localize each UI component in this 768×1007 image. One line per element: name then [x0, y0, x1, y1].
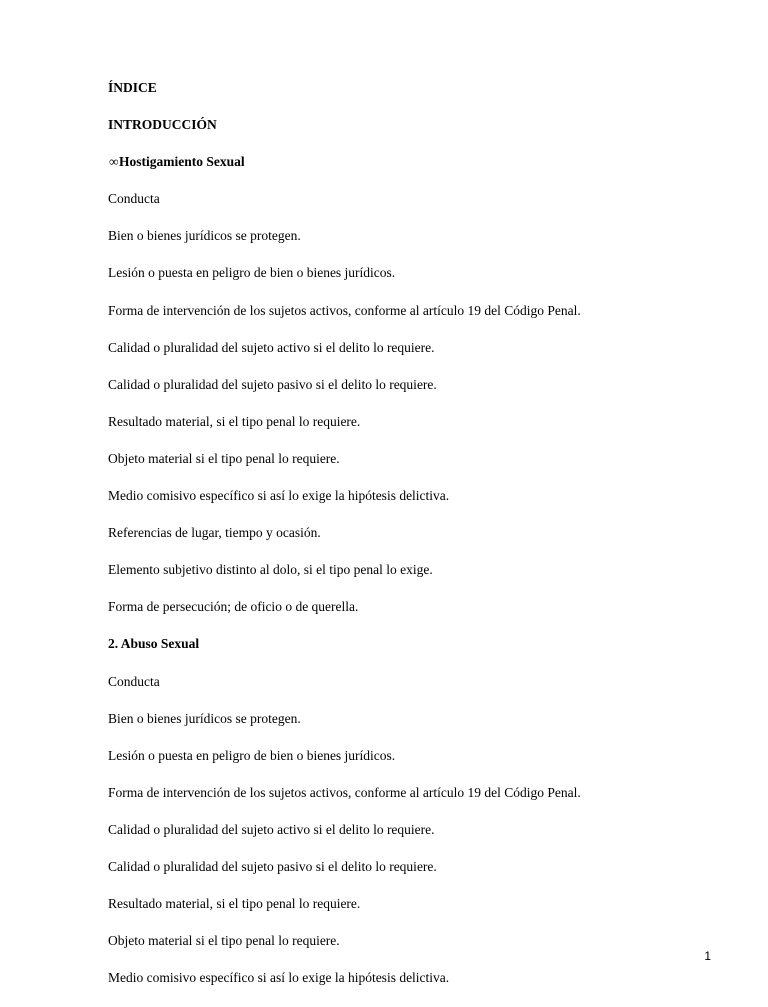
page-number: 1 [704, 949, 711, 963]
infinity-bullet-icon: ∞ [109, 154, 119, 170]
list-item: Calidad o pluralidad del sujeto activo si el delito lo requiere. [108, 821, 435, 837]
list-item: Lesión o puesta en peligro de bien o bienes jurídicos. [108, 265, 396, 281]
list-item: Calidad o pluralidad del sujeto pasivo si el delito lo requiere. [108, 858, 437, 874]
introduction-heading: INTRODUCCIÓN [108, 117, 217, 133]
document-body [108, 80, 708, 1007]
list-item: Calidad o pluralidad del sujeto pasivo si el delito lo requiere. [108, 376, 437, 392]
list-item: Conducta [108, 191, 160, 207]
list-item: Resultado material, si el tipo penal lo requiere. [108, 413, 361, 429]
list-item: Forma de persecución; de oficio o de querella. [108, 599, 359, 615]
list-item: Resultado material, si el tipo penal lo requiere. [108, 896, 361, 912]
index-heading: ÍNDICE [108, 80, 157, 95]
list-item: Referencias de lugar, tiempo y ocasión. [108, 525, 321, 541]
list-item: Objeto material si el tipo penal lo requiere. [108, 450, 340, 466]
list-item: Forma de intervención de los sujetos activos, conforme al artículo 19 del Código Penal. [108, 784, 581, 800]
section-1-title: Hostigamiento Sexual [119, 154, 245, 170]
list-item: Conducta [108, 673, 160, 689]
list-item: Elemento subjetivo distinto al dolo, si el tipo penal lo exige. [108, 562, 433, 578]
list-item: Forma de intervención de los sujetos activos, conforme al artículo 19 del Código Penal. [108, 302, 581, 318]
list-item: Medio comisivo específico si así lo exige la hipótesis delictiva. [108, 488, 450, 504]
list-item: Bien o bienes jurídicos se protegen. [108, 228, 301, 244]
list-item: Bien o bienes jurídicos se protegen. [108, 710, 301, 726]
list-item: Lesión o puesta en peligro de bien o bienes jurídicos. [108, 747, 396, 763]
list-item: Medio comisivo específico si así lo exige la hipótesis delictiva. [108, 970, 450, 986]
list-item: Objeto material si el tipo penal lo requiere. [108, 933, 340, 949]
section-2-heading: 2. Abuso Sexual [108, 636, 200, 652]
section-1-heading [108, 154, 708, 170]
list-item: Calidad o pluralidad del sujeto activo si el delito lo requiere. [108, 339, 435, 355]
